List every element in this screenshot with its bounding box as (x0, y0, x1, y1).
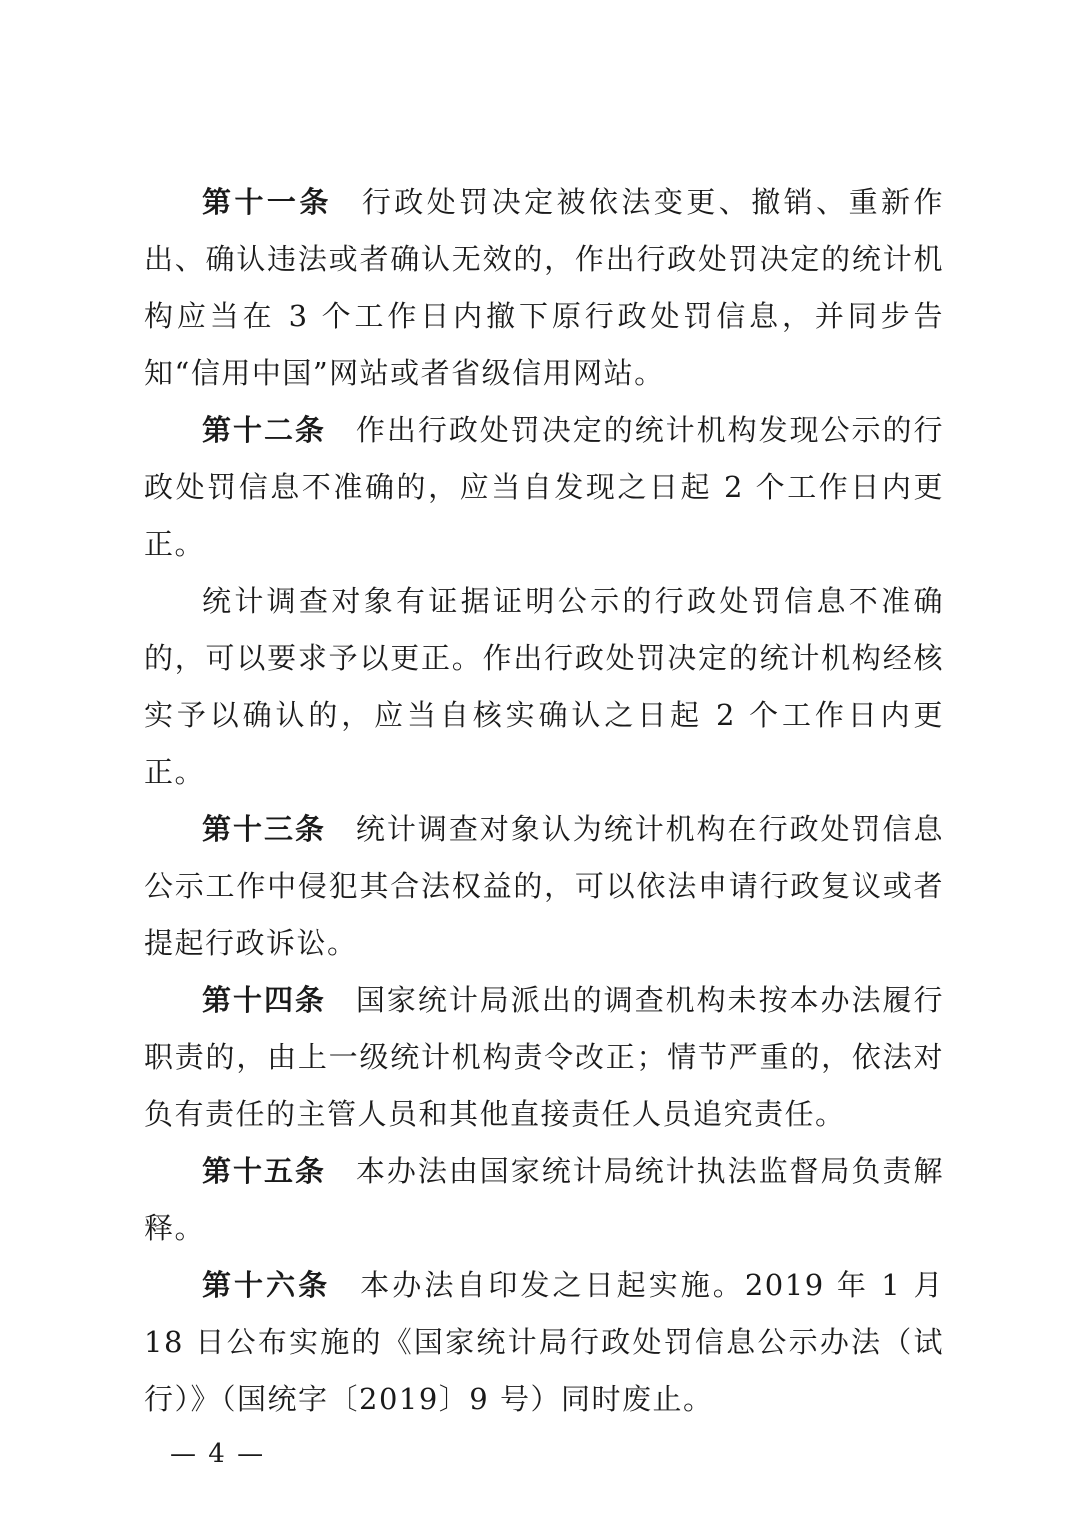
article-11-paragraph (144, 174, 944, 402)
article-number: 第十二条 (202, 413, 326, 447)
article-number: 第十一条 (202, 185, 332, 219)
article-13-paragraph (144, 801, 944, 972)
article-12-paragraph (144, 402, 944, 573)
article-number: 第十六条 (202, 1268, 331, 1302)
article-number: 第十五条 (202, 1154, 326, 1188)
page-number: — 4 — (170, 1439, 266, 1469)
article-number: 第十三条 (202, 812, 326, 846)
article-text: 统计调查对象认为统计机构在行政处罚信息公示工作中侵犯其合法权益的，可以依法申请行政复议或者提起行政诉讼。 (144, 812, 944, 960)
article-text: 行政处罚决定被依法变更、撤销、重新作出、确认违法或者确认无效的，作出行政处罚决定的统计机构应当在 3 个工作日内撤下原行政处罚信息，并同步告知“信用中国”网站或者省级信用网站。 (144, 185, 944, 390)
article-16-paragraph (144, 1257, 944, 1428)
article-text: 国家统计局派出的调查机构未按本办法履行职责的，由上一级统计机构责令改正；情节严重的，依法对负有责任的主管人员和其他直接责任人员追究责任。 (144, 983, 944, 1131)
article-text: 统计调查对象有证据证明公示的行政处罚信息不准确的，可以要求予以更正。作出行政处罚决定的统计机构经核实予以确认的，应当自核实确认之日起 2 个工作日内更正。 (144, 584, 944, 789)
article-14-paragraph (144, 972, 944, 1143)
article-15-paragraph (144, 1143, 944, 1257)
article-text: 作出行政处罚决定的统计机构发现公示的行政处罚信息不准确的，应当自发现之日起 2 个工作日内更正。 (144, 413, 944, 561)
document-body (144, 174, 944, 1428)
article-text: 本办法由国家统计局统计执法监督局负责解释。 (144, 1154, 944, 1245)
article-text: 本办法自印发之日起实施。2019 年 1 月 18 日公布实施的《国家统计局行政处罚信息公示办法（试行）》（国统字〔2019〕9 号）同时废止。 (144, 1268, 944, 1416)
article-12-second-paragraph (144, 573, 944, 801)
article-number: 第十四条 (202, 983, 326, 1017)
